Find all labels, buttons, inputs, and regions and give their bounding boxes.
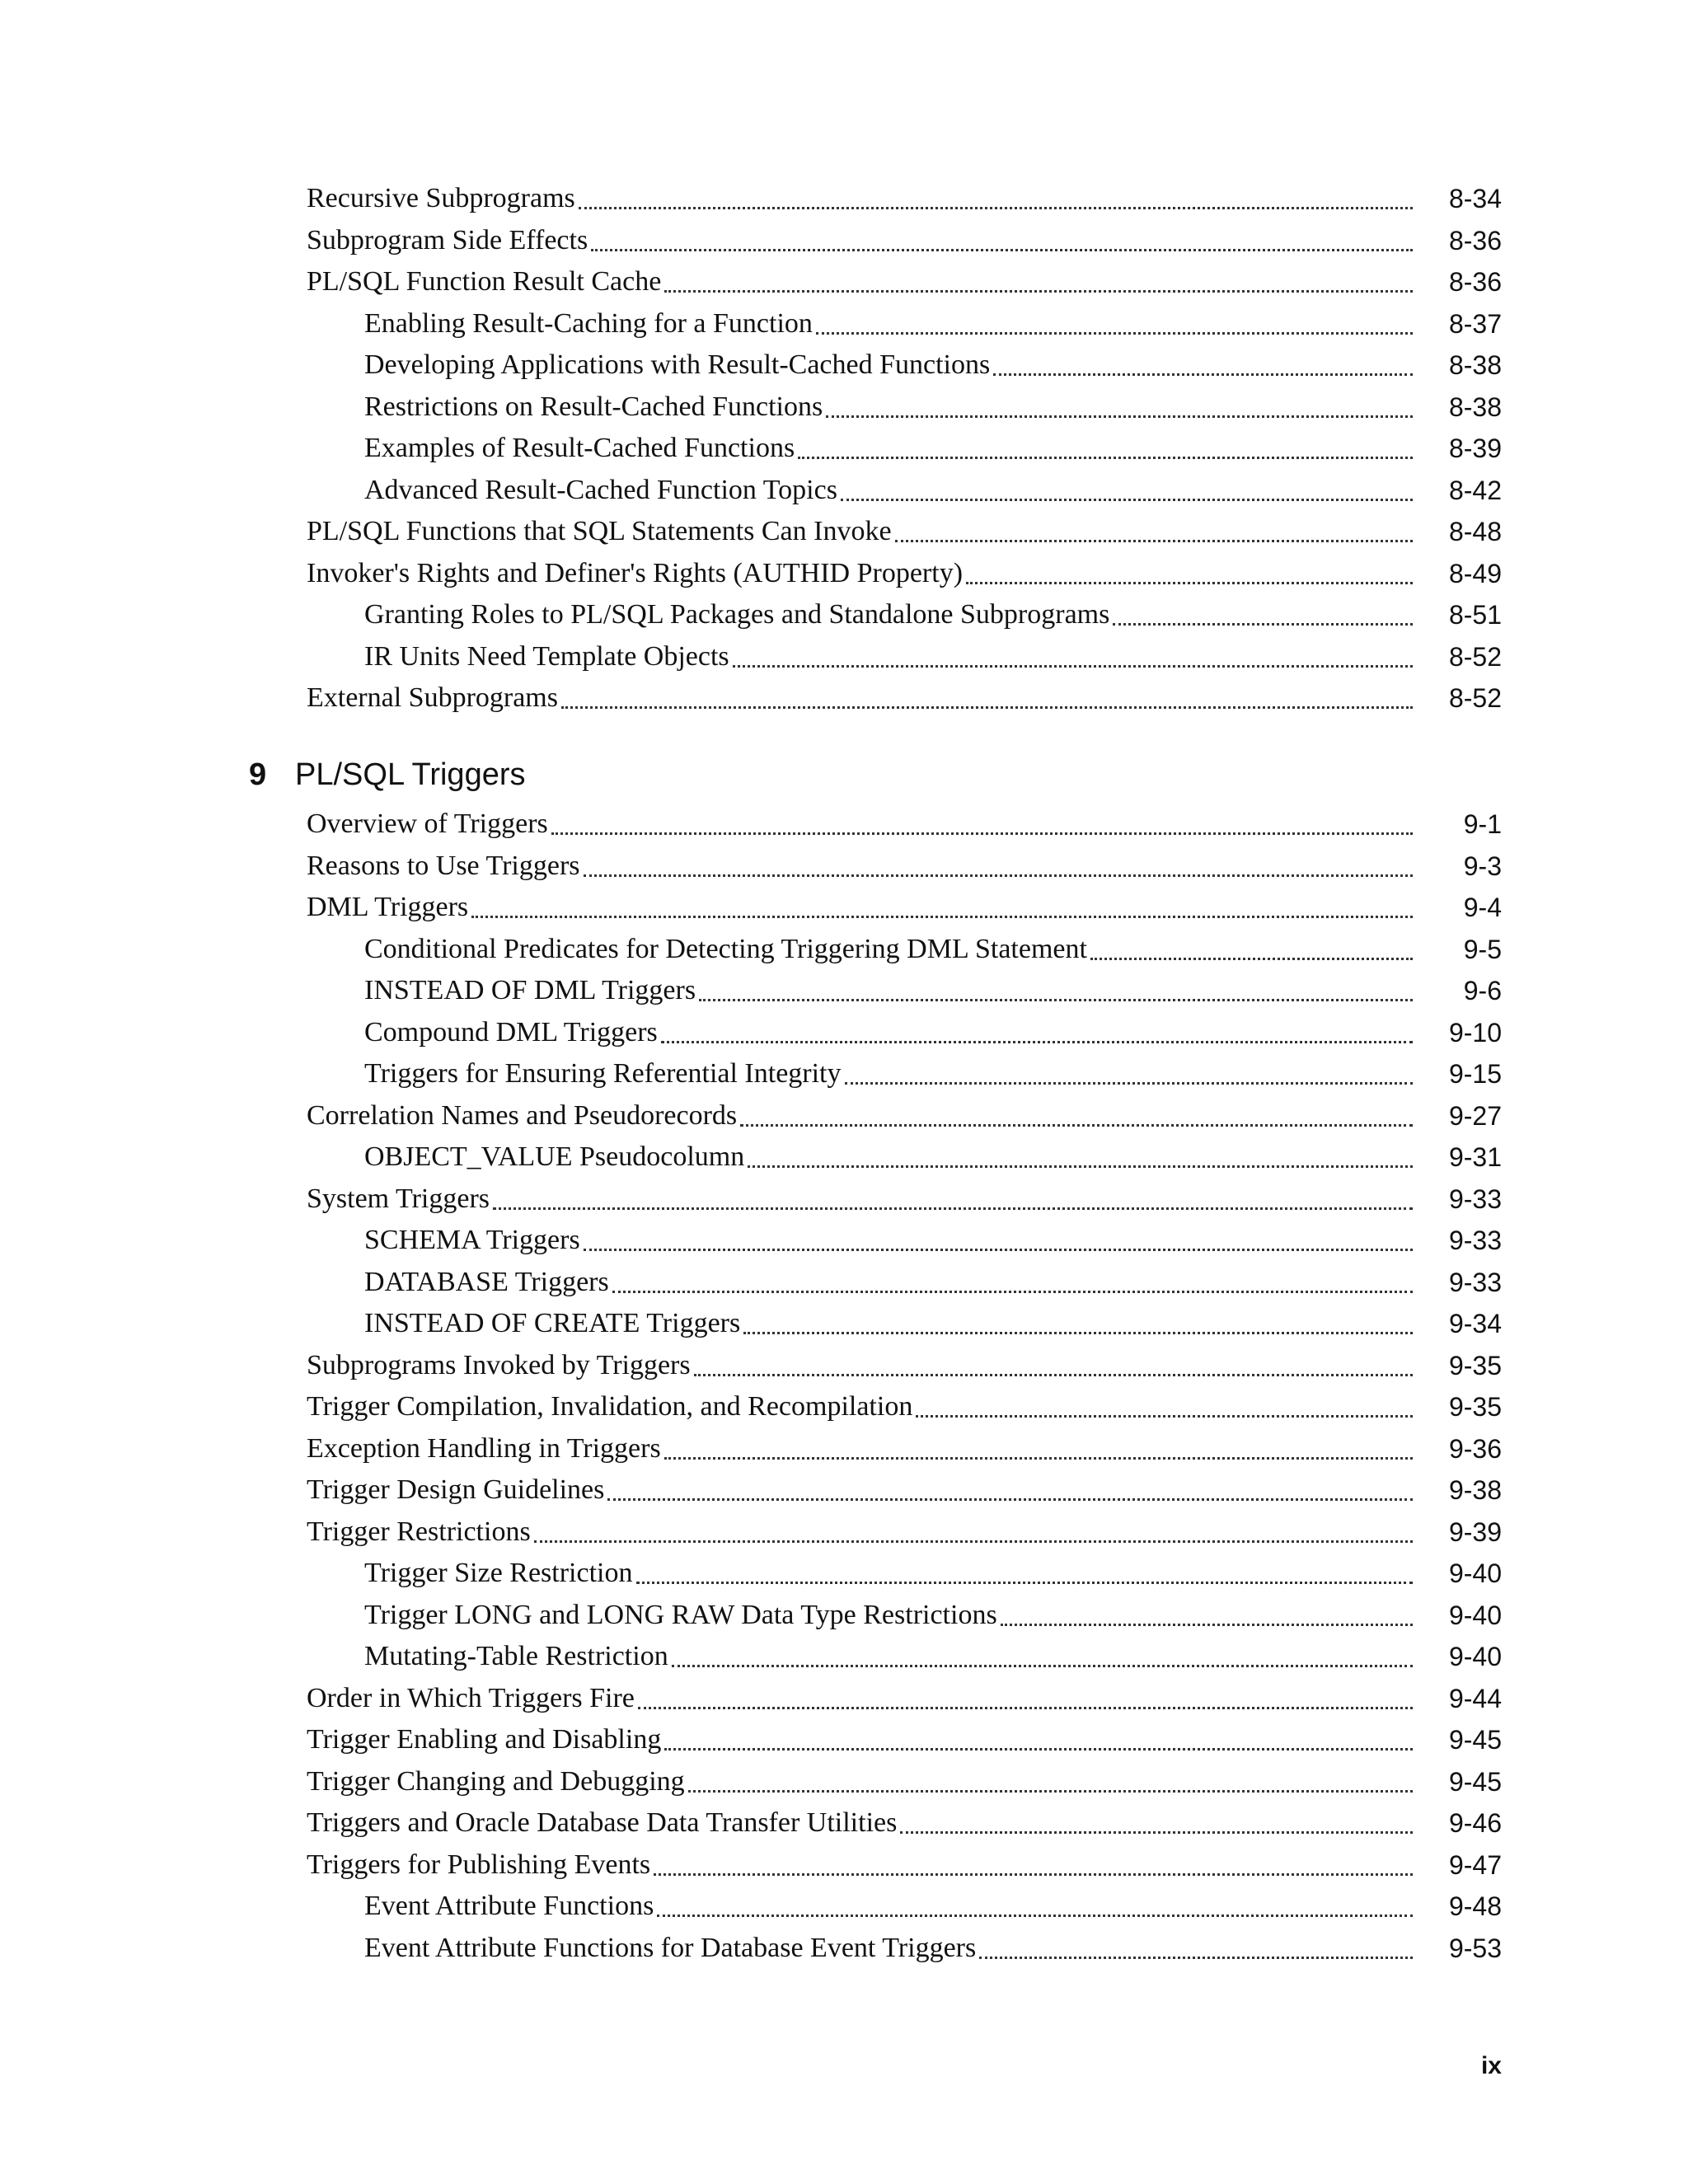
- toc-entry-title: Developing Applications with Result-Cached Functions: [364, 349, 991, 380]
- dot-leader: [636, 1582, 1414, 1584]
- toc-entry[interactable]: [307, 970, 1502, 1011]
- dot-leader: [638, 1707, 1413, 1709]
- toc-entry[interactable]: [307, 344, 1502, 386]
- dot-leader: [845, 1082, 1414, 1085]
- toc-entry-page: 9-36: [1448, 1433, 1502, 1464]
- toc-entry-title: Subprograms Invoked by Triggers: [307, 1349, 691, 1380]
- dot-leader: [748, 1165, 1413, 1168]
- dot-leader: [591, 249, 1413, 251]
- toc-entry-page: 8-49: [1448, 558, 1502, 588]
- toc-entry-page: 9-34: [1448, 1309, 1502, 1338]
- toc-entry[interactable]: [307, 1844, 1502, 1886]
- toc-entry-page: 8-37: [1448, 308, 1502, 339]
- toc-entry-page: 9-38: [1448, 1475, 1502, 1505]
- toc-entry[interactable]: [307, 594, 1502, 635]
- toc-entry[interactable]: [307, 511, 1502, 552]
- toc-entry-title: Trigger Compilation, Invalidation, and Recompilation: [307, 1391, 913, 1422]
- toc-entry-page: 8-51: [1448, 600, 1502, 630]
- toc-entry-title: PL/SQL Functions that SQL Statements Can Invoke: [307, 516, 892, 546]
- toc-entry-page: 9-3: [1463, 851, 1502, 881]
- toc-entry-title: INSTEAD OF DML Triggers: [364, 975, 696, 1005]
- toc-entry-title: Subprogram Side Effects: [307, 224, 588, 255]
- dot-leader: [657, 1915, 1413, 1917]
- toc-entry-page: 9-4: [1463, 893, 1502, 922]
- toc-entry-title: Trigger Enabling and Disabling: [307, 1724, 662, 1755]
- toc-entry-page: 9-47: [1448, 1849, 1502, 1880]
- toc-entry-title: INSTEAD OF CREATE Triggers: [364, 1308, 741, 1338]
- toc-entry-title: Trigger Size Restriction: [364, 1558, 633, 1588]
- toc-entry[interactable]: [307, 553, 1502, 594]
- toc-entry-title: OBJECT_VALUE Pseudocolumn: [364, 1141, 745, 1172]
- dot-leader: [664, 1457, 1413, 1460]
- toc-entry[interactable]: [307, 1137, 1502, 1178]
- toc-entry-title: Invoker's Rights and Definer's Rights (AUTHID Property): [307, 557, 964, 588]
- toc-entry[interactable]: [307, 261, 1502, 302]
- dot-leader: [743, 1332, 1413, 1334]
- dot-leader: [664, 290, 1413, 293]
- toc-entry-page: 8-42: [1448, 475, 1502, 505]
- dot-leader: [661, 1041, 1413, 1043]
- toc-entry-page: 9-33: [1448, 1226, 1502, 1255]
- toc-entry-page: 9-31: [1448, 1142, 1502, 1172]
- toc-entry-title: Granting Roles to PL/SQL Packages and Standalone Subprograms: [364, 599, 1110, 630]
- toc-entry[interactable]: [307, 1636, 1502, 1677]
- toc-entry-title: Triggers for Publishing Events: [307, 1849, 651, 1880]
- dot-leader: [841, 499, 1413, 501]
- toc-entry-page: 9-35: [1448, 1392, 1502, 1422]
- toc-entry[interactable]: [307, 1262, 1502, 1303]
- toc-entry-page: 8-36: [1448, 267, 1502, 297]
- toc-entry-page: 9-6: [1463, 976, 1502, 1005]
- dot-leader: [561, 706, 1413, 709]
- toc-entry[interactable]: [307, 1928, 1502, 1969]
- toc-entry-title: IR Units Need Template Objects: [364, 640, 729, 672]
- toc-entry-title: Triggers and Oracle Database Data Transfer Utilities: [307, 1807, 898, 1838]
- toc-entry-title: Reasons to Use Triggers: [307, 850, 580, 881]
- toc-entry[interactable]: [307, 1511, 1502, 1553]
- toc-entry[interactable]: [307, 1761, 1502, 1802]
- toc-entry[interactable]: [307, 1386, 1502, 1427]
- toc-entry-title: Overview of Triggers: [307, 808, 548, 839]
- dot-leader: [895, 540, 1413, 542]
- toc-entry[interactable]: [307, 1886, 1502, 1927]
- dot-leader: [1001, 1624, 1413, 1626]
- dot-leader: [699, 999, 1413, 1001]
- dot-leader: [612, 1291, 1413, 1293]
- dot-leader: [916, 1415, 1413, 1418]
- toc-entry-page: 9-40: [1448, 1558, 1502, 1588]
- toc-entry-title: Trigger Changing and Debugging: [307, 1765, 685, 1797]
- toc-entry[interactable]: [307, 1303, 1502, 1344]
- dot-leader: [493, 1207, 1413, 1210]
- toc-entry[interactable]: [307, 1595, 1502, 1636]
- toc-entry[interactable]: [307, 1553, 1502, 1594]
- toc-entry-title: Restrictions on Result-Cached Functions: [364, 391, 823, 422]
- toc-entry-title: DATABASE Triggers: [364, 1266, 609, 1297]
- toc-entry-title: System Triggers: [307, 1183, 490, 1214]
- toc-entry-title: Triggers for Ensuring Referential Integrity: [364, 1058, 842, 1089]
- toc-entry-title: Trigger Restrictions: [307, 1516, 531, 1547]
- toc-entry-title: Exception Handling in Triggers: [307, 1432, 661, 1464]
- toc-entry[interactable]: [307, 470, 1502, 511]
- toc-entry[interactable]: [307, 1802, 1502, 1844]
- toc-entry-title: Advanced Result-Cached Function Topics: [364, 474, 837, 505]
- toc-entry[interactable]: [307, 677, 1502, 719]
- toc-entry-page: 9-27: [1448, 1100, 1502, 1131]
- toc-entry-page: 9-46: [1448, 1808, 1502, 1838]
- toc-entry[interactable]: [307, 804, 1502, 845]
- toc-entry-title: Trigger Design Guidelines: [307, 1474, 605, 1505]
- toc-entry[interactable]: [307, 1179, 1502, 1220]
- toc-entry-title: Examples of Result-Cached Functions: [364, 433, 795, 463]
- toc-entry-page: 9-40: [1448, 1642, 1502, 1671]
- toc-entry-page: 9-10: [1448, 1017, 1502, 1047]
- dot-leader: [1090, 958, 1413, 960]
- toc-entry-page: 9-53: [1448, 1933, 1502, 1963]
- toc-entry[interactable]: [307, 929, 1502, 970]
- dot-leader: [654, 1873, 1413, 1876]
- toc-entry-page: 8-48: [1448, 517, 1502, 546]
- toc-entry-title: Event Attribute Functions: [364, 1891, 654, 1921]
- toc-entry-page: 8-36: [1448, 225, 1502, 255]
- chapter-number: 9: [249, 757, 267, 792]
- dot-leader: [979, 1957, 1413, 1959]
- toc-entry[interactable]: [307, 1678, 1502, 1719]
- toc-entry-title: Mutating-Table Restriction: [364, 1641, 668, 1671]
- dot-leader: [471, 916, 1413, 918]
- toc-entry-title: Trigger LONG and LONG RAW Data Type Restrictions: [364, 1599, 997, 1630]
- dot-leader: [551, 832, 1413, 835]
- toc-entry[interactable]: [307, 1012, 1502, 1053]
- toc-entry[interactable]: [307, 178, 1502, 219]
- toc-entry-page: 9-5: [1463, 934, 1502, 964]
- dot-leader: [993, 373, 1413, 376]
- toc-entry-title: External Subprograms: [307, 682, 558, 713]
- toc-entry[interactable]: [307, 846, 1502, 887]
- toc-entry-title: Recursive Subprograms: [307, 183, 575, 213]
- toc-entry-page: 9-39: [1448, 1516, 1502, 1547]
- toc-entry-page: 8-39: [1448, 434, 1502, 463]
- toc-entry-title: Enabling Result-Caching for a Function: [364, 307, 813, 339]
- dot-leader: [798, 457, 1413, 459]
- toc-entry-page: 8-52: [1448, 683, 1502, 713]
- toc-entry-page: 8-38: [1448, 350, 1502, 380]
- toc-entry-title: SCHEMA Triggers: [364, 1225, 580, 1255]
- dot-leader: [900, 1831, 1413, 1834]
- toc-entry-page: 8-38: [1448, 391, 1502, 422]
- toc-entry-page: 8-52: [1448, 641, 1502, 672]
- toc-entry-page: 9-45: [1448, 1766, 1502, 1797]
- toc-entry-title: PL/SQL Function Result Cache: [307, 266, 662, 297]
- dot-leader: [584, 1249, 1413, 1251]
- chapter-title: PL/SQL Triggers: [295, 757, 526, 792]
- chapter-heading: [249, 750, 526, 799]
- toc-entry[interactable]: [307, 636, 1502, 677]
- toc-entry[interactable]: [307, 1220, 1502, 1261]
- dot-leader: [688, 1790, 1413, 1793]
- dot-leader: [966, 582, 1413, 584]
- toc-entry-page: 8-34: [1448, 184, 1502, 213]
- toc-entry[interactable]: [307, 1469, 1502, 1511]
- dot-leader: [826, 415, 1413, 418]
- toc-entry[interactable]: [307, 303, 1502, 344]
- toc-entry-title: Conditional Predicates for Detecting Triggering DML Statement: [364, 933, 1087, 964]
- toc-entry-title: DML Triggers: [307, 892, 469, 922]
- toc-entry[interactable]: [307, 220, 1502, 261]
- dot-leader: [694, 1374, 1413, 1376]
- toc-entry-title: Order in Which Triggers Fire: [307, 1682, 635, 1713]
- toc-entry-page: 9-45: [1448, 1725, 1502, 1755]
- toc-entry-page: 9-33: [1448, 1267, 1502, 1297]
- dot-leader: [733, 665, 1413, 668]
- dot-leader: [579, 207, 1413, 209]
- page-folio: ix: [1480, 2052, 1502, 2079]
- toc-entry-page: 9-1: [1463, 809, 1502, 839]
- toc-entry[interactable]: [307, 428, 1502, 469]
- dot-leader: [740, 1124, 1413, 1127]
- toc-entry-page: 9-35: [1448, 1350, 1502, 1380]
- toc-entry-title: Correlation Names and Pseudorecords: [307, 1099, 738, 1131]
- dot-leader: [584, 874, 1413, 877]
- toc-entry-title: Event Attribute Functions for Database Event Triggers: [364, 1932, 977, 1963]
- toc-entry-page: 9-48: [1448, 1891, 1502, 1921]
- dot-leader: [672, 1665, 1413, 1667]
- toc-entry[interactable]: [307, 1719, 1502, 1760]
- dot-leader: [816, 332, 1413, 335]
- dot-leader: [534, 1540, 1413, 1543]
- toc-entry[interactable]: [307, 387, 1502, 428]
- toc-entry-page: 9-44: [1448, 1683, 1502, 1713]
- toc-entry[interactable]: [307, 887, 1502, 928]
- dot-leader: [1113, 623, 1413, 626]
- toc-entry-title: Compound DML Triggers: [364, 1016, 658, 1047]
- dot-leader: [607, 1498, 1413, 1501]
- toc-entry[interactable]: [307, 1095, 1502, 1137]
- toc-entry-page: 9-15: [1448, 1059, 1502, 1089]
- toc-entry[interactable]: [307, 1345, 1502, 1386]
- toc-entry[interactable]: [307, 1053, 1502, 1094]
- toc-entry[interactable]: [307, 1428, 1502, 1469]
- toc-entry-page: 9-33: [1448, 1183, 1502, 1214]
- toc-entry-page: 9-40: [1448, 1600, 1502, 1630]
- dot-leader: [664, 1748, 1413, 1750]
